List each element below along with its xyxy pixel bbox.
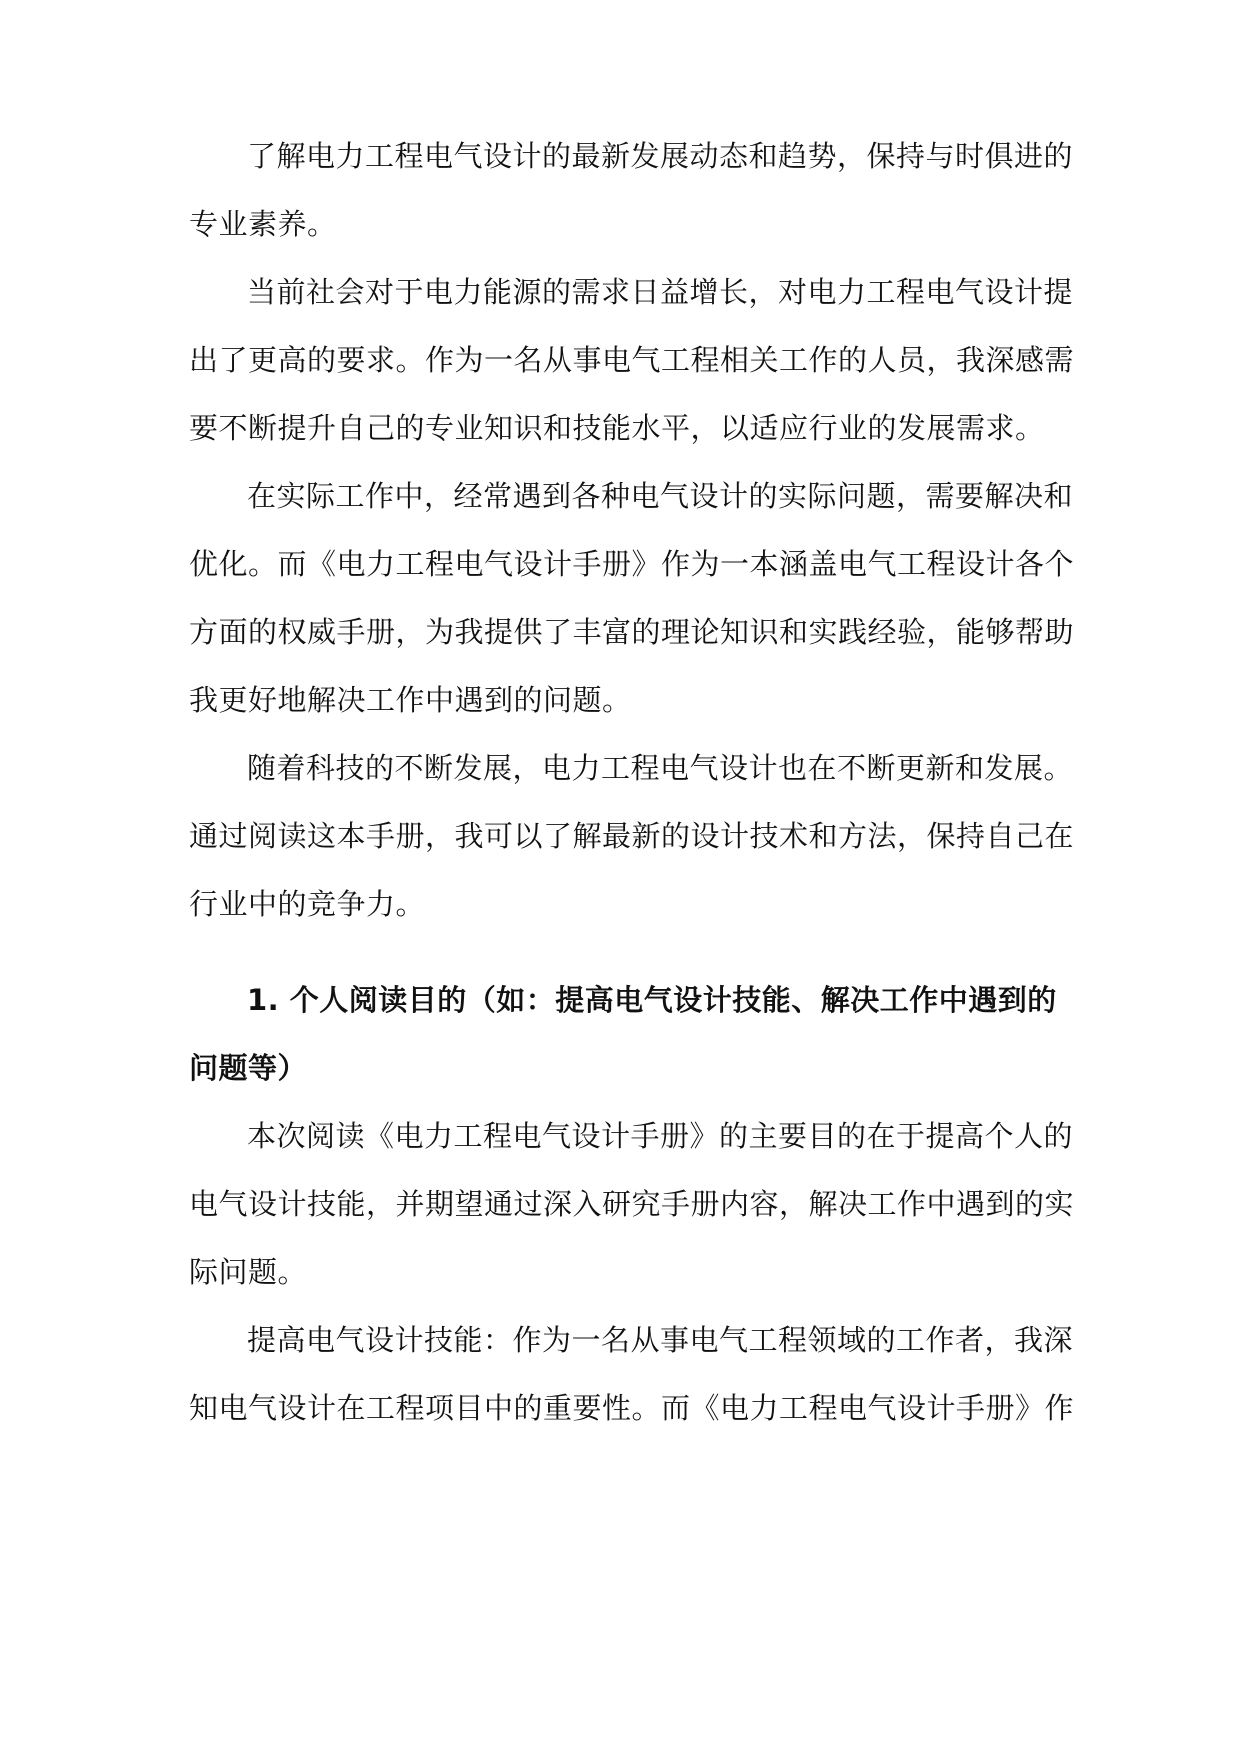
text-line: 要不断提升自己的专业知识和技能水平，以适应行业的发展需求。 xyxy=(189,411,1045,445)
text-line: 行业中的竞争力。 xyxy=(189,887,426,921)
text-line: 优化。而《电力工程电气设计手册》作为一本涵盖电气工程设计各个 xyxy=(189,547,1075,581)
text-line: 通过阅读这本手册，我可以了解最新的设计技术和方法，保持自己在 xyxy=(189,819,1075,853)
text-line: 专业素养。 xyxy=(189,207,337,241)
text-line: 知电气设计在工程项目中的重要性。而《电力工程电气设计手册》作 xyxy=(189,1391,1075,1425)
section-heading-continued: 问题等） xyxy=(189,1051,308,1085)
text-line: 了解电力工程电气设计的最新发展动态和趋势，保持与时俱进的 xyxy=(247,139,1074,173)
text-line: 出了更高的要求。作为一名从事电气工程相关工作的人员，我深感需 xyxy=(189,343,1075,377)
text-line: 际问题。 xyxy=(189,1255,308,1289)
text-line: 提高电气设计技能：作为一名从事电气工程领域的工作者，我深 xyxy=(247,1323,1074,1357)
text-line: 当前社会对于电力能源的需求日益增长，对电力工程电气设计提 xyxy=(247,275,1074,309)
text-line: 本次阅读《电力工程电气设计手册》的主要目的在于提高个人的 xyxy=(247,1119,1074,1153)
text-line: 我更好地解决工作中遇到的问题。 xyxy=(189,683,632,717)
text-line: 在实际工作中，经常遇到各种电气设计的实际问题，需要解决和 xyxy=(247,479,1074,513)
text-line: 方面的权威手册，为我提供了丰富的理论知识和实践经验，能够帮助 xyxy=(189,615,1075,649)
text-line: 随着科技的不断发展，电力工程电气设计也在不断更新和发展。 xyxy=(247,751,1074,785)
section-heading: 1. 个人阅读目的（如：提高电气设计技能、解决工作中遇到的 xyxy=(247,983,1057,1017)
text-line: 电气设计技能，并期望通过深入研究手册内容，解决工作中遇到的实 xyxy=(189,1187,1075,1221)
